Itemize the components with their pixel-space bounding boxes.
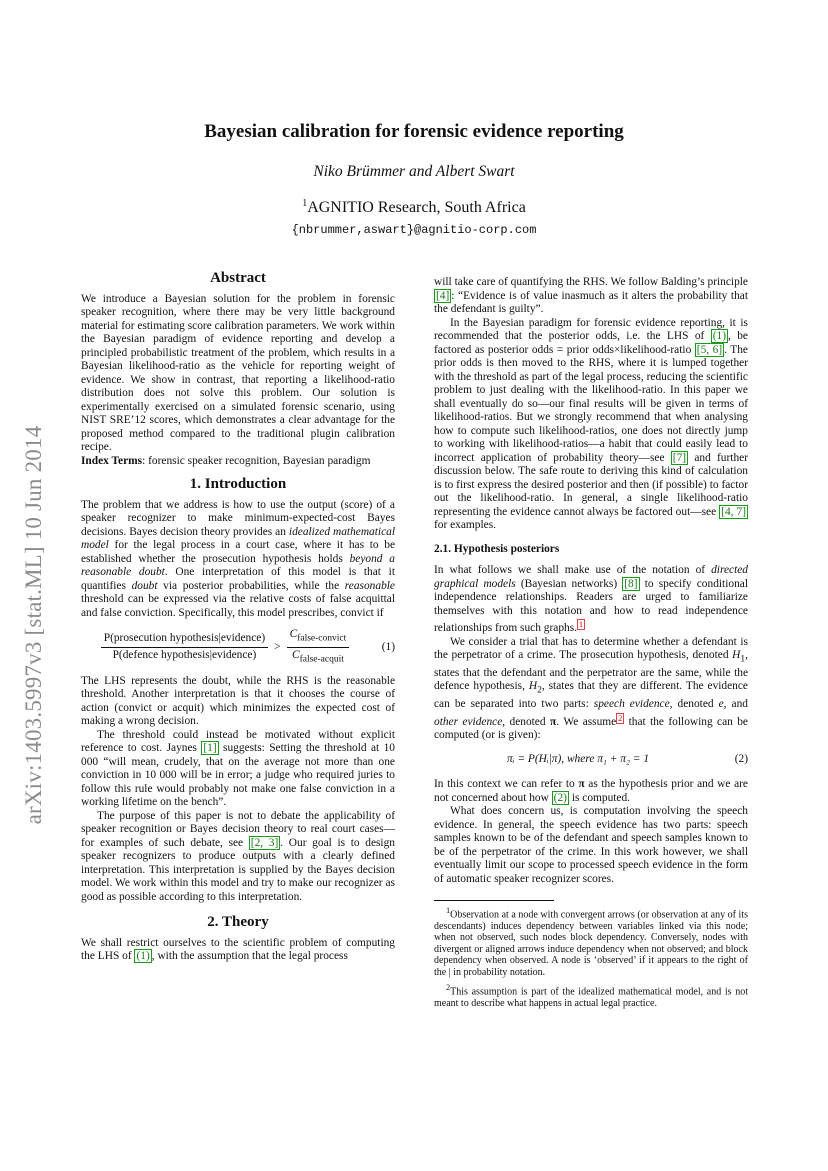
author-email: {nbrummer,aswart}@agnitio-corp.com [291, 223, 537, 237]
footnote-1-marker[interactable]: 1 [579, 620, 583, 629]
eq2-number: (2) [734, 752, 748, 765]
eq1-rhs-fraction: $\frac{C_{false-convict}}{C_{false-acquit}}$ [287, 628, 350, 667]
footnote-rule [434, 900, 554, 901]
intro-paragraph-2: The LHS represents the doubt, while the RHS is the reasonable threshold. Another interpretation is that it chooses the course of action (convict or acquit) which minimizes the expected cost of making a wrong decision. [81, 674, 395, 728]
eq2-text: πᵢ = P(Hᵢ|π), where π₁ + π₂ = 1 [506, 752, 650, 765]
right-column [434, 276, 748, 1010]
eq1-number: (1) [381, 640, 395, 653]
footnote-2-marker[interactable]: 2 [618, 713, 623, 723]
index-terms-text: : forensic speaker recognition, Bayesian paradigm [142, 454, 371, 467]
footnote-1: $^1$Observation at a node with convergent arrows (or observation at any of its descendants) induces dependency between variables linked via this node; when not observed, such nodes block dependency. Conversely, nodes with divergent or aligned arrows induce dependency when not observed; and block dependency when observed. A node is ‘observed’ if it appears to the right of the | in probability notation. [434, 906, 748, 978]
citation-link[interactable]: [1] [203, 742, 217, 755]
citation-link[interactable]: [5, 6] [696, 343, 723, 356]
index-terms [81, 455, 395, 469]
arxiv-id: arXiv:1403.5997v3 [stat.ML] 10 Jun 2014 [21, 425, 46, 825]
index-terms-label: Index Terms [81, 454, 143, 467]
introduction-heading: 1. Introduction [189, 476, 287, 492]
right-paragraph-5: In this context we can refer to π as the hypothesis prior and we are not concerned about how (2) is computed. [434, 778, 748, 804]
citation-link[interactable]: [7] [672, 451, 687, 464]
subsection-heading: 2.1. Hypothesis posteriors [434, 542, 560, 555]
paper-authors: Niko Brümmer and Albert Swart [313, 163, 515, 180]
affiliation-text: AGNITIO Research, South Africa [307, 199, 526, 216]
equation-2 [434, 753, 748, 767]
right-paragraph-6: What does concern us, is computation involving the speech evidence. In general, the speech evidence has two parts: speech samples known to be of the defendant and speech samples known to be of the perpetrator of the crime. In this work however, we shall eventually limit our scope to processed speech evidence in the form of automatic speaker recognizer scores. [434, 805, 748, 885]
equation-link[interactable]: (2) [553, 791, 567, 804]
intro-paragraph-1: The problem that we address is how to use the output (score) of a speaker recognizer to make minimum-expected-cost Bayes decisions. Bayes decision theory provides an idealized mathematical model for the legal process in a court case, where it has to be established whether the prosecution hypothesis holds beyond a reasonable doubt. One interpretation of this model is that it quantifies doubt via posterior probabilities, while the reasonable threshold can be expressed via the relative costs of false acquittal and false conviction. Specifically, this model prescribes, convict if [81, 498, 396, 619]
right-paragraph-2: In the Bayesian paradigm for forensic evidence reporting, it is recommended that the posterior odds, i.e. the LHS of (1) , be factored as posterior odds = prior odds×likelihood-ratio [5, 6] . The prior odds is then moved to the RHS, where it is lumped together with the threshold as part of the legal process, reducing the scientific problem to just dealing with the likelihood-ratio. In this paper we shall eventually do so—our final results will be given in terms of likelihood-ratios. But we strongly recommend that when analysing how to compute such likelihood-ratios, one does not directly jump to working with likelihood-ratios—a habit that could easily lead to incorrect application of probability theory—see [7] and further discussion below. The safe route to deriving this kind of calculation is to first express the desired posterior and then (if possible) to factor out the likelihood-ratio. In general, a single likelihood-ratio representing the evidence cannot always be factored out—see [4, 7] for examples. [434, 316, 748, 531]
left-column [81, 266, 395, 964]
affiliation [0, 198, 828, 217]
eq1-lhs-fraction: $\frac{\text{P(prosecution hypothesis|evidence)}}{\text{P(defence hypothesis|evidence)}}$ [101, 632, 268, 662]
citation-link[interactable]: [2, 3] [250, 836, 279, 849]
theory-heading: 2. Theory [207, 914, 269, 931]
right-paragraph-4: We consider a trial that has to determine whether a defendant is the perpetrator of a crime. The prosecution hypothesis, denoted $H_1$, states that the defendant and the perpetrator are the same, while the defence hypothesis, $H_2$, states that they are different. The evidence can be separated into two parts: speech evidence, denoted e, and other evidence, denoted π. We assume $^2$ that the following can be computed (or is given): [434, 635, 748, 742]
abstract-text: We introduce a Bayesian solution for the problem in forensic speaker recognition, where there may be very little background material for estimating score calibration parameters. We work within the Bayesian paradigm of evidence reporting and develop a principled probabilistic treatment of the problem, which results in a Bayesian likelihood-ratio as the vehicle for reporting weight of evidence. We show in contrast, that reporting a likelihood-ratio distribution does not solve this problem. Our solution is experimentally exercised on a simulated forensic scenario, using NIST SRE’12 scores, which demonstrates a clear advantage for the proposed method compared to the traditional plugin calibration recipe. [81, 292, 395, 453]
equation-1: $\frac{\text{P(prosecution hypothesis|evidence)}}{\text{P(defence hypothesis|evidence)}}$ > $\frac{C_{false-convict}}{C_{false-acquit}}$ (1) [81, 628, 395, 667]
abstract-heading: Abstract [210, 270, 266, 286]
citation-link[interactable]: [4] [436, 289, 450, 302]
arxiv-sidebar [14, 360, 54, 890]
right-paragraph-3: In what follows we shall make use of the notation of directed graphical models (Bayesian networks) [8] to specify conditional independence relationships. Readers are urged to familiarize themselves with this notation and how to read independence relationships from such graphs. $^1$ [434, 564, 749, 634]
equation-link[interactable]: (1) [136, 950, 150, 963]
intro-paragraph-4: The purpose of this paper is not to debate the applicability of speaker recognition or Bayes decision theory to real court cases—for examples of such debate, see [2, 3] . Our goal is to design speaker recognizers to produce outputs with a clearly defined interpretation. This interpretation is supplied by the Bayes decision model. We work within this model and try to make our recognizer as good as possible according to this interpretation. [81, 809, 395, 903]
theory-paragraph-1: We shall restrict ourselves to the scientific problem of computing the LHS of (1) , with the assumption that the legal process [81, 936, 395, 963]
paper-title: Bayesian calibration for forensic evidence reporting [204, 121, 624, 142]
intro-paragraph-3: The threshold could instead be motivated without explicit reference to cost. Jaynes [1] suggests: Setting the threshold at 10 000 “will mean, crudely, that on the average not more than one conviction in 10 000 will be in error; a judge who required juries to follow this rule would probably not make one false conviction in a working lifetime on the bench”. [81, 728, 395, 809]
affiliation-mark: 1 [302, 198, 308, 209]
citation-link[interactable]: [8] [624, 577, 638, 590]
citation-link[interactable]: [4, 7] [721, 505, 746, 518]
footnote-2: $^2$This assumption is part of the idealized mathematical model, and is not meant to describe what happens in actual legal practice. [434, 983, 748, 1010]
equation-link[interactable]: (1) [712, 330, 726, 342]
right-paragraph-1: will take care of quantifying the RHS. We follow Balding’s principle [4] : “Evidence is of value inasmuch as it alters the probability that the defendant is guilty”. [434, 276, 748, 315]
